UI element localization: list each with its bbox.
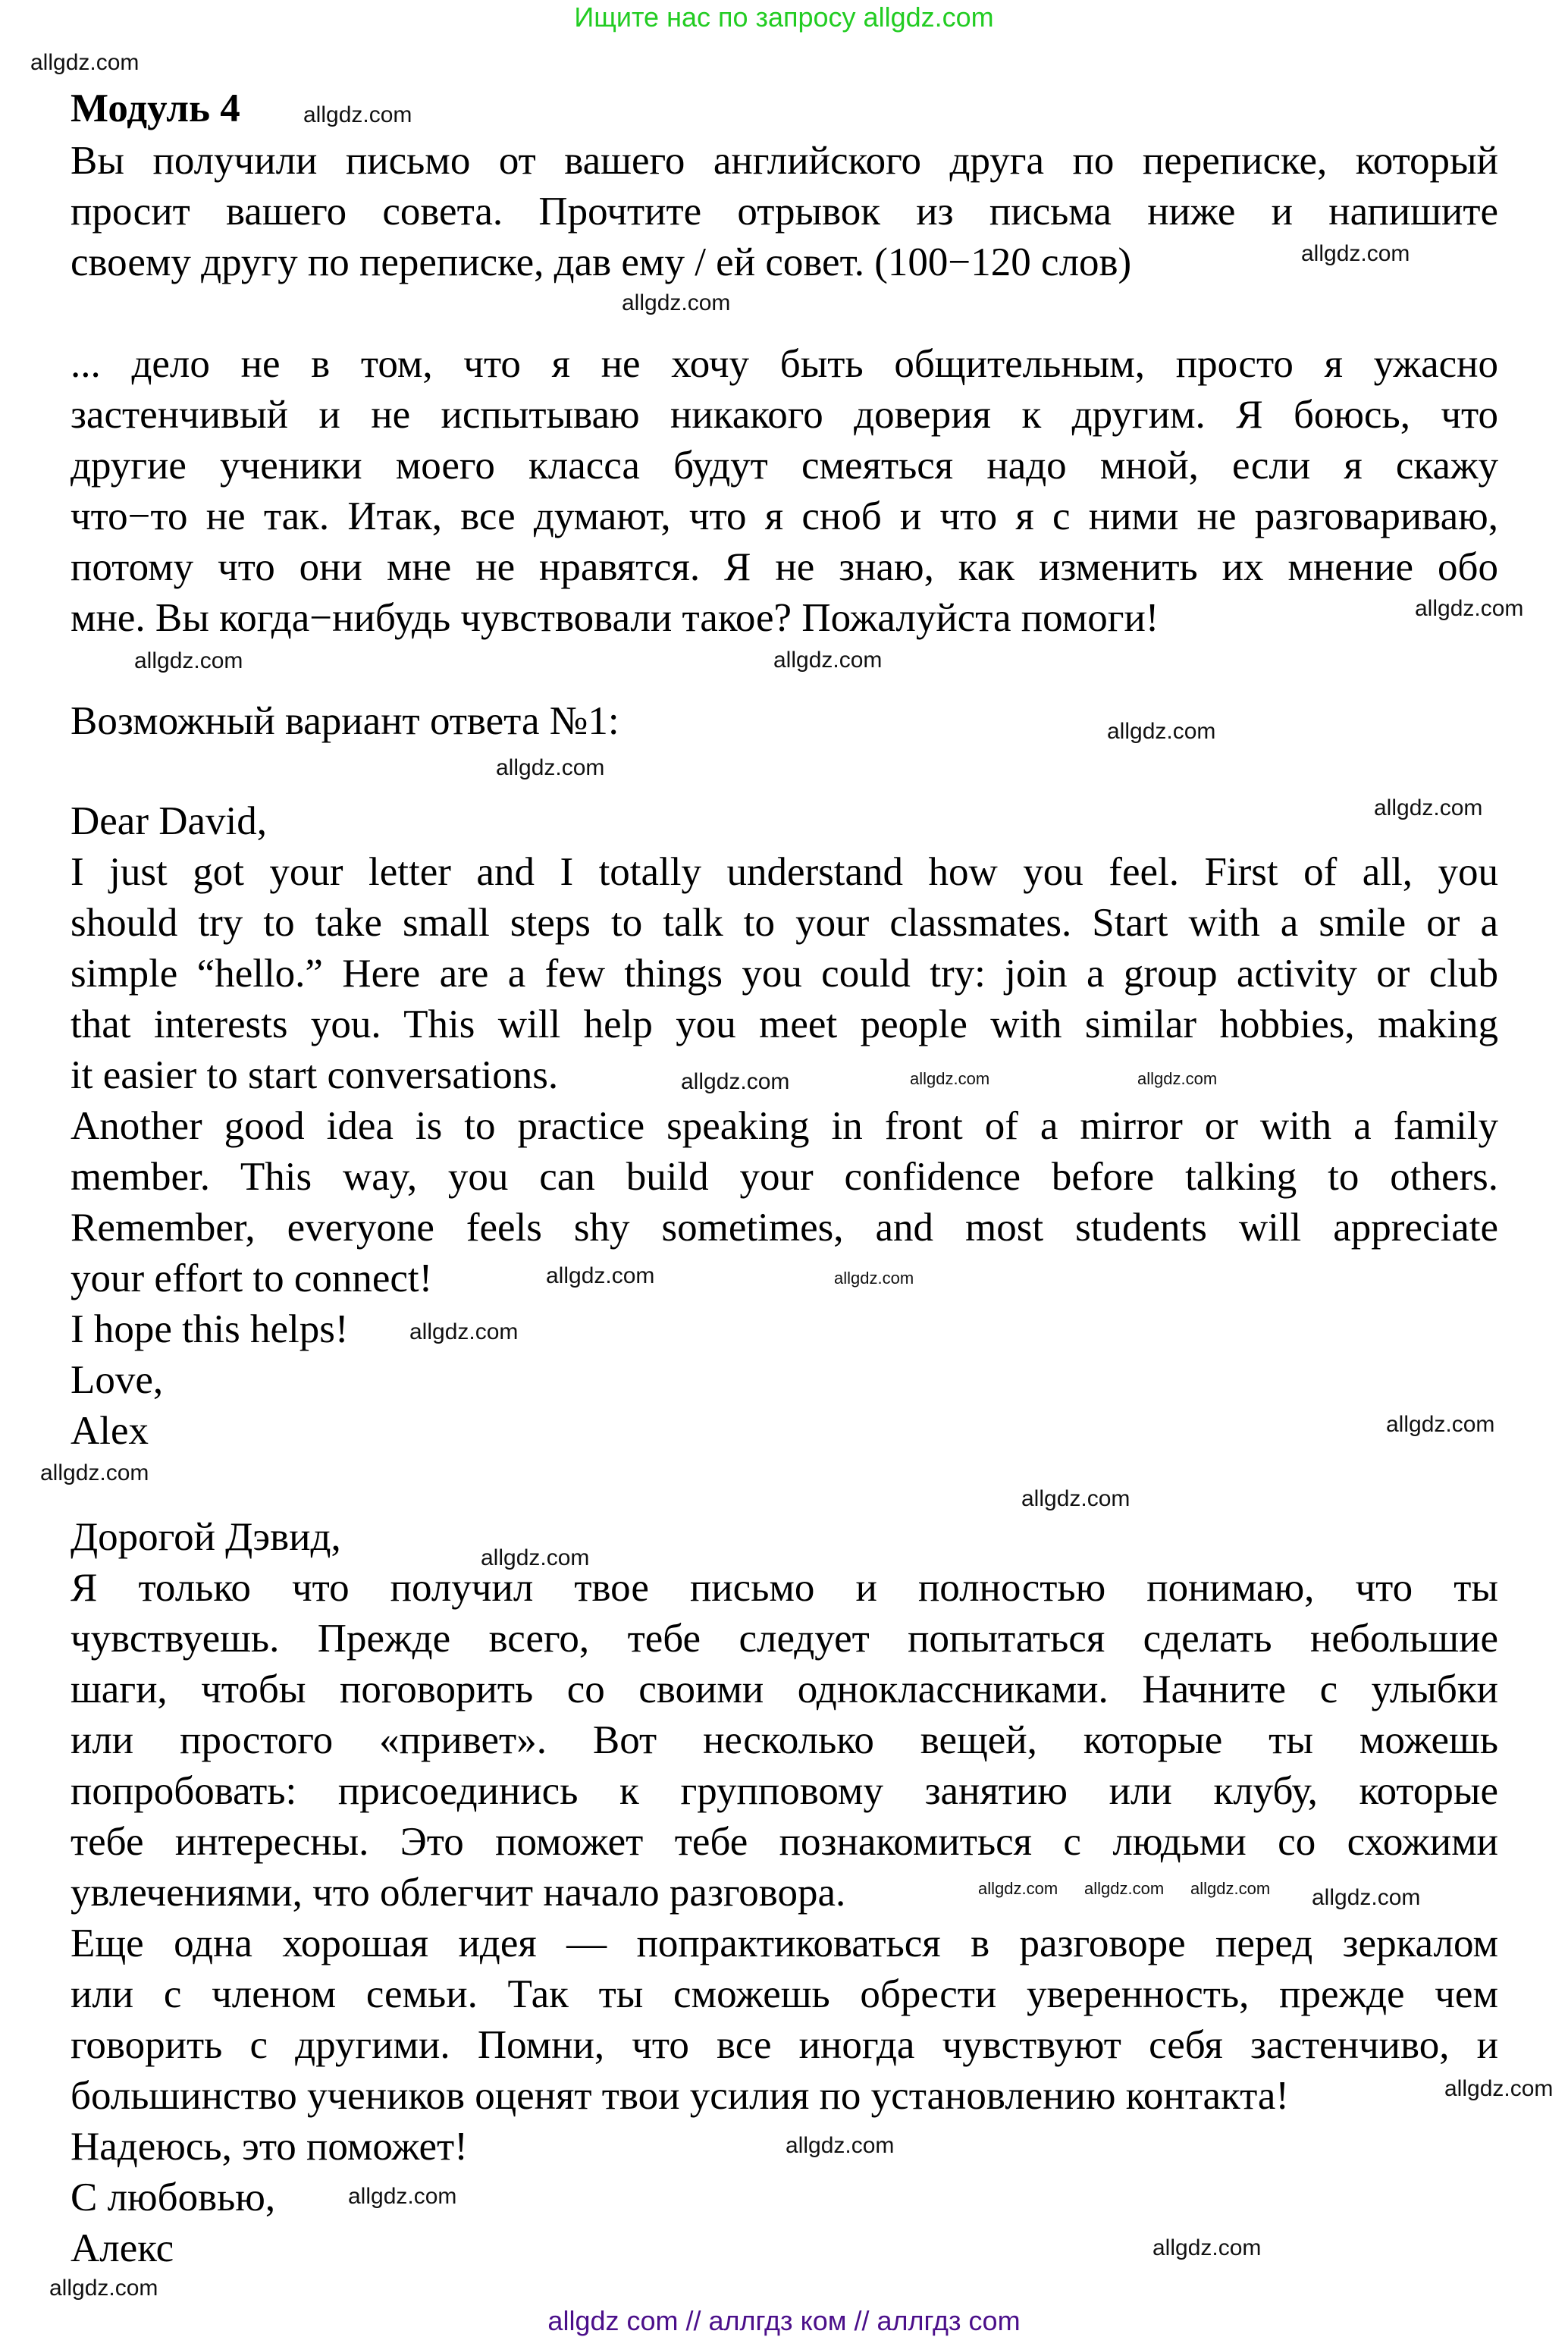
- watermark: allgdz.com: [1386, 1412, 1495, 1437]
- watermark: allgdz.com: [978, 1879, 1058, 1898]
- watermark: allgdz.com: [1107, 719, 1216, 744]
- watermark: allgdz.com: [1415, 596, 1524, 621]
- text-line: Модуль 4: [71, 86, 240, 130]
- text-line: шаги, чтобы поговорить со своими одноклассниками. Начните с улыбки: [71, 1667, 1498, 1711]
- text-line: simple “hello.” Here are a few things you could try: join a group activity or club: [71, 952, 1498, 996]
- watermark: allgdz.com: [1190, 1879, 1271, 1898]
- text-line: Alex: [71, 1409, 149, 1453]
- text-line: большинство учеников оценят твои усилия по установлению контакта!: [71, 2074, 1290, 2118]
- watermark: allgdz.com: [409, 1319, 519, 1344]
- watermark: allgdz.com: [681, 1069, 790, 1094]
- watermark: allgdz.com: [786, 2133, 895, 2158]
- text-line: говорить с другими. Помни, что все иногда чувствуют себя застенчиво, и: [71, 2023, 1498, 2067]
- watermark: allgdz.com: [1021, 1486, 1131, 1511]
- text-line: С любовью,: [71, 2175, 276, 2219]
- watermark: allgdz.com: [496, 755, 605, 780]
- text-line: или простого «привет». Вот несколько вещей, которые ты можешь: [71, 1718, 1498, 1762]
- text-line: увлечениями, что облегчит начало разговора.: [71, 1871, 846, 1915]
- text-line: застенчивый и не испытываю никакого доверия к другим. Я боюсь, что: [71, 393, 1498, 437]
- text-line: или с членом семьи. Так ты сможешь обрести уверенность, прежде чем: [71, 1972, 1498, 2016]
- watermark: allgdz.com: [1301, 241, 1410, 266]
- text-line: Remember, everyone feels shy sometimes, and most students will appreciate: [71, 1206, 1498, 1250]
- text-line: другие ученики моего класса будут смеяться надо мной, если я скажу: [71, 444, 1498, 488]
- watermark: allgdz.com: [1374, 795, 1483, 820]
- watermark: allgdz.com: [773, 648, 883, 673]
- text-line: Вы получили письмо от вашего английского друга по переписке, который: [71, 139, 1498, 183]
- text-line: Love,: [71, 1358, 164, 1402]
- watermark: allgdz.com: [1084, 1879, 1165, 1898]
- text-line: your effort to connect!: [71, 1256, 433, 1300]
- watermark: allgdz.com: [1312, 1885, 1421, 1910]
- text-line: просит вашего совета. Прочтите отрывок из письма ниже и напишите: [71, 190, 1498, 234]
- watermark: allgdz.com: [348, 2184, 457, 2209]
- text-line: it easier to start conversations.: [71, 1053, 559, 1097]
- text-line: ... дело не в том, что я не хочу быть общительным, просто я ужасно: [71, 342, 1498, 386]
- text-line: что−то не так. Итак, все думают, что я сноб и что я с ними не разговариваю,: [71, 494, 1498, 538]
- watermark: allgdz.com: [481, 1545, 590, 1570]
- watermark: allgdz.com: [834, 1269, 914, 1288]
- text-line: I just got your letter and I totally understand how you feel. First of all, you: [71, 850, 1498, 894]
- text-line: попробовать: присоединись к групповому занятию или клубу, которые: [71, 1769, 1498, 1813]
- text-line: Возможный вариант ответа №1:: [71, 699, 619, 743]
- text-line: member. This way, you can build your confidence before talking to others.: [71, 1155, 1498, 1199]
- english-letter: [71, 796, 1498, 1457]
- watermark: allgdz.com: [910, 1069, 990, 1088]
- text-line: потому что они мне не нравятся. Я не знаю, как изменить их мнение обо: [71, 545, 1498, 589]
- watermark: allgdz.com: [40, 1460, 149, 1485]
- text-line: тебе интересны. Это поможет тебе познакомиться с людьми со схожими: [71, 1820, 1498, 1864]
- answer-variant-heading: [71, 696, 1498, 747]
- text-line: мне. Вы когда−нибудь чувствовали такое? Пожалуйста помоги!: [71, 596, 1159, 640]
- watermark: allgdz.com: [49, 2276, 158, 2301]
- text-line: Дорогой Дэвид,: [71, 1515, 341, 1559]
- text-line: Я только что получил твое письмо и полностью понимаю, что ты: [71, 1566, 1498, 1610]
- text-line: I hope this helps!: [71, 1307, 349, 1351]
- watermark: allgdz.com: [303, 102, 412, 127]
- russian-letter: [71, 1512, 1498, 2274]
- text-line: Another good idea is to practice speaking in front of a mirror or with a family: [71, 1104, 1498, 1148]
- letter-excerpt: [71, 339, 1498, 644]
- watermark: allgdz.com: [1152, 2235, 1262, 2260]
- watermark: allgdz.com: [622, 290, 731, 315]
- footer-banner: allgdz com // аллгдз ком // аллгдз com: [547, 2305, 1021, 2336]
- text-line: Алекс: [71, 2226, 174, 2270]
- text-line: чувствуешь. Прежде всего, тебе следует попытаться сделать небольшие: [71, 1617, 1498, 1661]
- header-banner: Ищите нас по запросу allgdz.com: [574, 2, 994, 33]
- watermark: allgdz.com: [1444, 2076, 1554, 2101]
- text-line: should try to take small steps to talk to your classmates. Start with a smile or a: [71, 901, 1498, 945]
- text-line: that interests you. This will help you meet people with similar hobbies, making: [71, 1002, 1498, 1046]
- task-instructions: [71, 136, 1498, 288]
- watermark: allgdz.com: [546, 1263, 655, 1288]
- text-line: Надеюсь, это поможет!: [71, 2125, 468, 2169]
- module-title: [71, 83, 1498, 134]
- watermark: allgdz.com: [30, 50, 140, 75]
- text-line: своему другу по переписке, дав ему / ей совет. (100−120 слов): [71, 240, 1132, 284]
- text-line: Dear David,: [71, 799, 267, 843]
- watermark: allgdz.com: [1137, 1069, 1218, 1088]
- watermark: allgdz.com: [134, 648, 243, 673]
- text-line: Еще одна хорошая идея — попрактиковаться в разговоре перед зеркалом: [71, 1921, 1498, 1965]
